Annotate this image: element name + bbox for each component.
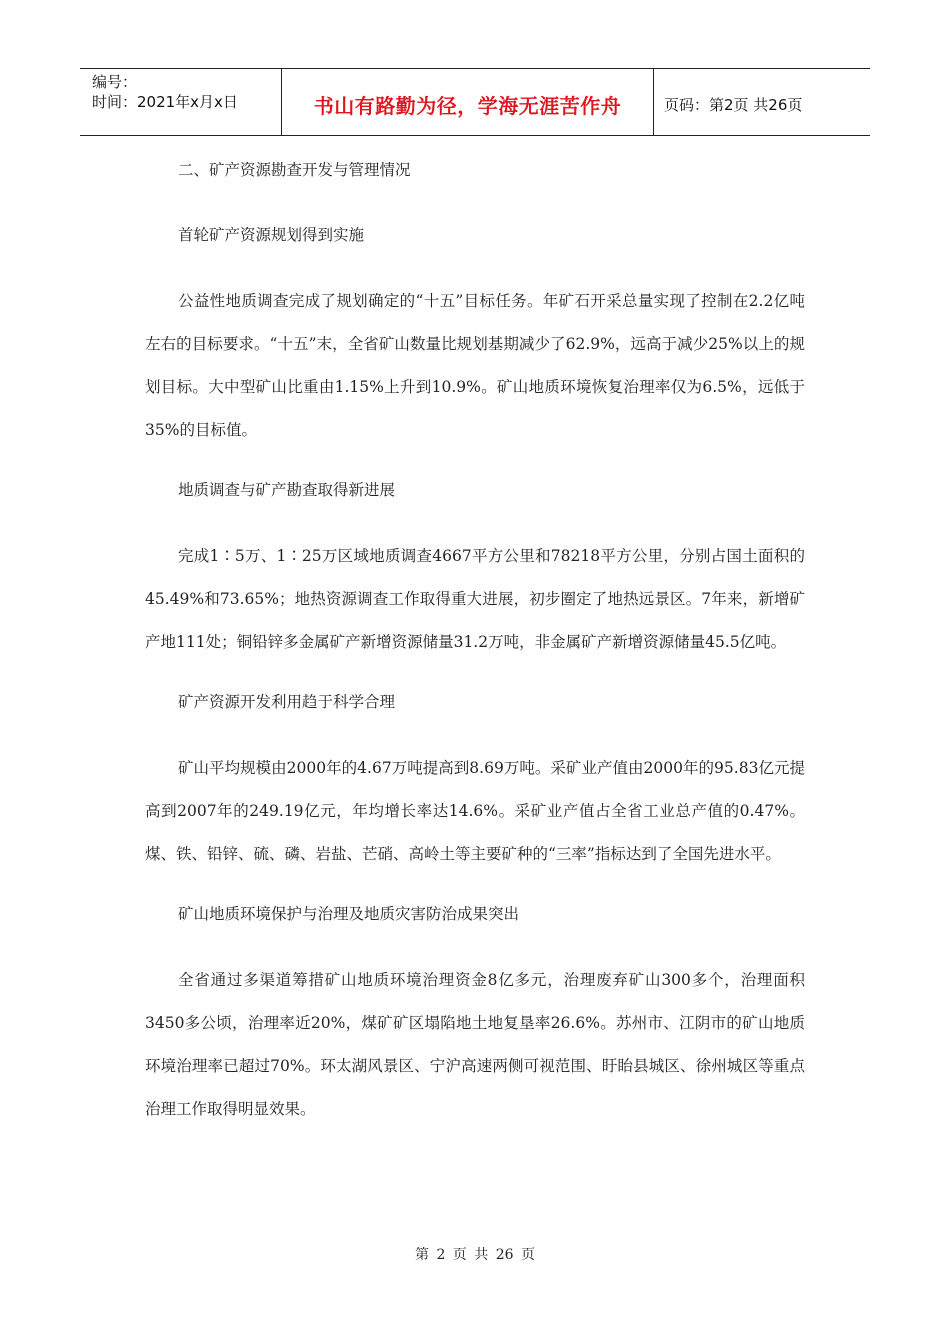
paragraph-environment-protection: 全省通过多渠道筹措矿山地质环境治理资金8亿多元，治理废弃矿山300多个，治理面积3450多公顷，治理率近20%，煤矿矿区塌陷地土地复垦率26.6%。苏州市、江阴市的矿山地质环境治理率已超过70%。环太湖风景区、宁沪高速两侧可视范围、盱眙县城区、徐州城区等重点治理工作取得明显效果。: [145, 971, 805, 1118]
paragraph-geological-survey: 完成1∶5万、1∶25万区域地质调查4667平方公里和78218平方公里，分别占国土面积的45.49%和73.65%；地热资源调查工作取得重大进展，初步圈定了地热远景区。7年来，新增矿产地111处；铜铅锌多金属矿产新增资源储量31.2万吨，非金属矿产新增资源储量45.5亿吨。: [145, 547, 805, 651]
document-date-label: 时间：2021年x月x日: [92, 93, 238, 111]
document-body: [145, 150, 805, 1149]
subheading-geological-survey: 地质调查与矿产勘查取得新进展: [178, 481, 396, 499]
paragraph-resource-utilization: 矿山平均规模由2000年的4.67万吨提高到8.69万吨。采矿业产值由2000年的95.83亿元提高到2007年的249.19亿元，年均增长率达14.6%。采矿业产值占全省工业总产值的0.47%。煤、铁、铅锌、硫、磷、岩盐、芒硝、高岭土等主要矿种的“三率”指标达到了全国先进水平。: [145, 759, 805, 863]
subheading-plan-implementation: 首轮矿产资源规划得到实施: [178, 226, 365, 244]
page-footer: 第 2 页 共 26 页: [415, 1247, 535, 1263]
subheading-environment-protection: 矿山地质环境保护与治理及地质灾害防治成果突出: [178, 905, 520, 923]
page-header: [80, 68, 870, 136]
section-title: 二、矿产资源勘查开发与管理情况: [178, 161, 411, 179]
subheading-resource-utilization: 矿产资源开发利用趋于科学合理: [178, 693, 396, 711]
paragraph-plan-implementation: 公益性地质调查完成了规划确定的“十五”目标任务。年矿石开采总量实现了控制在2.2亿吨左右的目标要求。“十五”末，全省矿山数量比规划基期减少了62.9%，远高于减少25%以上的规划目标。大中型矿山比重由1.15%上升到10.9%。矿山地质环境恢复治理率仅为6.5%，远低于35%的目标值。: [145, 292, 805, 439]
header-motto: 书山有路勤为径，学海无涯苦作舟: [282, 69, 654, 135]
document-number-label: 编号：: [92, 73, 138, 91]
header-page-number: 页码：第2页 共26页: [664, 95, 803, 114]
header-meta: [80, 69, 282, 135]
